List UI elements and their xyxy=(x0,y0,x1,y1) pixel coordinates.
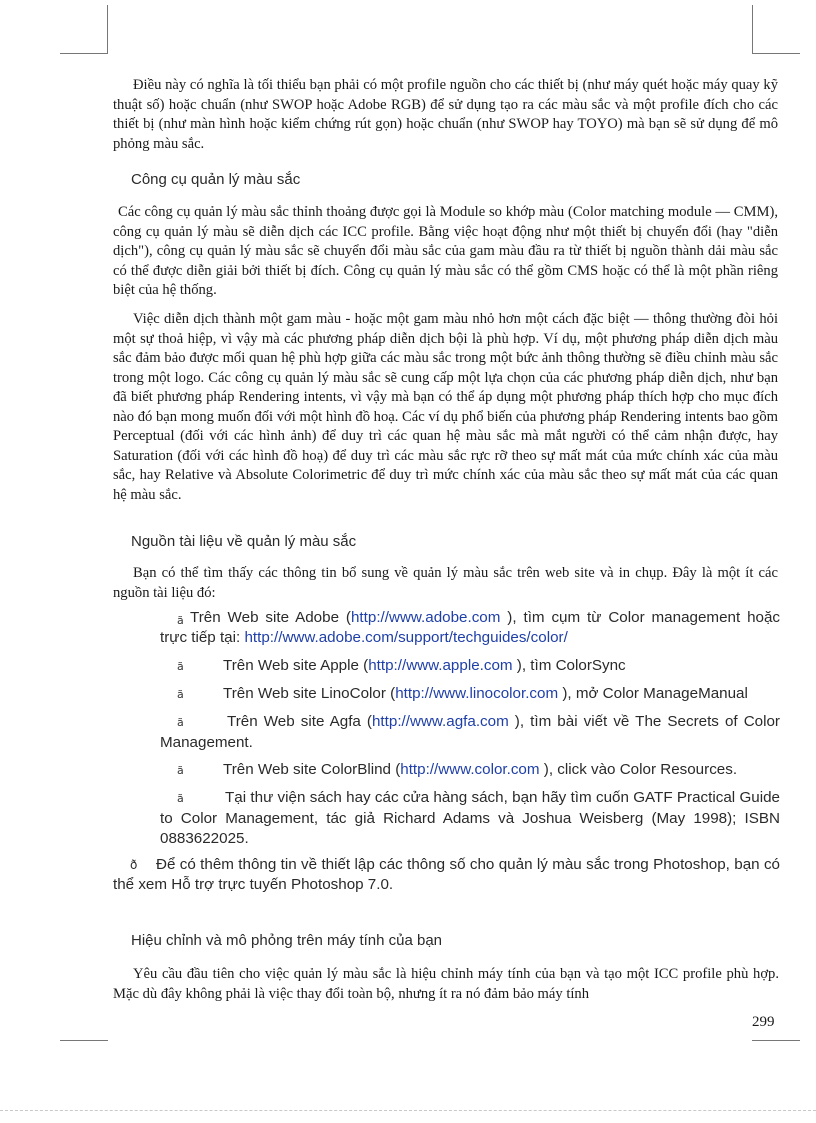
section-heading: Công cụ quản lý màu sắc xyxy=(131,171,301,188)
resource-item: ã Trên Web site Apple (http://www.apple.com ), tìm ColorSync xyxy=(177,656,787,677)
bullet-icon: ã xyxy=(177,764,184,777)
linocolor-link[interactable]: http://www.linocolor.com xyxy=(395,685,559,702)
resource-item: ã Trên Web site ColorBlind (http://www.color.com ), click vào Color Resources. xyxy=(177,760,787,781)
crop-mark xyxy=(60,53,108,54)
page-number: 299 xyxy=(752,1014,775,1030)
page-edge-rule xyxy=(0,1110,816,1111)
resource-item: ã Trên Web site Adobe (http://www.adobe.com ), tìm cụm từ Color management hoặc trực tiếp tại: http://www.adobe.com/support/techguides/color/ xyxy=(160,609,781,646)
tip-icon: ð xyxy=(130,858,138,872)
adobe-link[interactable]: http://www.adobe.com xyxy=(350,609,501,626)
crop-mark xyxy=(60,1040,108,1041)
body-paragraph: Điều này có nghĩa là tối thiểu bạn phải có một profile nguồn cho các thiết bị (như máy quét hoặc máy quay kỹ thuật số) hoặc chuẩn (như SWOP hoặc Adobe RGB) để sử dụng tạo ra các màu sắc và một profile đích cho các thiết bị (như màn hình hoặc kiểm chứng rút gọn) hoặc chuẩn (như SWOP hay TOYO) mà bạn sẽ sử dụng để mô phỏng màu sắc. xyxy=(113,77,778,152)
section-heading: Nguồn tài liệu về quản lý màu sắc xyxy=(131,533,357,550)
agfa-link[interactable]: http://www.agfa.com xyxy=(371,713,509,730)
body-paragraph: Việc diễn dịch thành một gam màu - hoặc một gam màu nhỏ hơn một cách đặc biệt — thông thường đòi hỏi một sự thoả hiệp, vì vậy mà các phương pháp diễn dịch bội là phù hợp. Ví dụ, một phương pháp diễn dịch màu sắc đảm bảo được mối quan hệ phù hợp giữa các màu sắc trong một bức ảnh thông thường sẽ điều chỉnh màu sắc trong một logo. Các công cụ quản lý màu sắc sẽ cung cấp một lựa chọn của các phương pháp diễn dịch, như bạn đã biết phương pháp Rendering intents, vì vậy mà bạn có thể áp dụng một phương pháp thích hợp cho mục đích nào đó bạn mong muốn đối với một hình đồ hoạ. Các ví dụ phổ biến của phương pháp Rendering intents bao gồm Perceptual (đối với các hình ảnh) để duy trì các quan hệ màu sắc mà mắt người có thể cảm nhận được, hay Saturation (đối với các hình đồ hoạ) để duy trì các màu sắc rực rỡ theo sự mất mát của mức chính xác của màu sắc, hay Relative và Absolute Colorimetric để duy trì mức chính xác của màu sắc theo sự mất mát của các quan hệ màu sắc. xyxy=(113,311,778,503)
crop-mark xyxy=(752,53,800,54)
apple-link[interactable]: http://www.apple.com xyxy=(368,657,513,674)
resource-item: ã Trên Web site LinoColor (http://www.linocolor.com ), mở Color ManageManual xyxy=(177,684,787,705)
crop-mark xyxy=(752,1040,800,1041)
resource-item: ã Trên Web site Agfa (http://www.agfa.com ), tìm bài viết về The Secrets of Color Management. xyxy=(160,713,780,751)
bullet-icon: ã xyxy=(177,688,184,701)
resource-item: ã Tại thư viện sách hay các cửa hàng sách, bạn hãy tìm cuốn GATF Practical Guide to Color Management, tác giả Richard Adams và Joshua Weisberg (May 1998); ISBN 0883622025. xyxy=(160,789,780,847)
crop-mark xyxy=(107,5,108,53)
colorblind-link[interactable]: http://www.color.com xyxy=(400,761,540,778)
body-paragraph: Bạn có thể tìm thấy các thông tin bổ sung về quản lý màu sắc trên web site và in chụp. Đây là một ít các nguồn tài liệu đó: xyxy=(113,565,778,601)
body-paragraph: Các công cụ quản lý màu sắc thỉnh thoảng được gọi là Module so khớp màu (Color matching module — CMM), công cụ quản lý màu sẽ diễn dịch các ICC profile. Bằng việc hoạt động như một thiết bị chuyển đổi (hay "diễn dịch"), công cụ quản lý màu sắc sẽ chuyển đổi màu sắc của gam màu đầu ra từ thiết bị nguồn thành dải màu sắc có thể được diễn giải bởi thiết bị đích. Công cụ quản lý màu sắc có thể gồm CMS hoặc có thể là một phần riêng biệt của hệ thống. xyxy=(113,204,778,298)
bullet-icon: ã xyxy=(177,660,184,673)
crop-mark xyxy=(752,5,753,53)
tip-note: ð Để có thêm thông tin về thiết lập các thông số cho quản lý màu sắc trong Photoshop, bạn có thể xem Hỗ trợ trực tuyến Photoshop 7.0. xyxy=(113,856,780,893)
body-paragraph: Yêu cầu đầu tiên cho việc quản lý màu sắc là hiệu chỉnh máy tính của bạn và tạo một ICC profile phù hợp. Mặc dù đây không phải là việc thay đổi toàn bộ, nhưng ít ra nó đảm bảo máy tính xyxy=(113,966,779,1002)
section-heading: Hiệu chỉnh và mô phỏng trên máy tính của bạn xyxy=(131,932,443,949)
bullet-icon: ã xyxy=(177,792,184,805)
bullet-icon: ã xyxy=(177,716,184,729)
bullet-icon: ã xyxy=(177,614,184,627)
adobe-color-guide-link[interactable]: http://www.adobe.com/support/techguides/color/ xyxy=(244,629,568,646)
